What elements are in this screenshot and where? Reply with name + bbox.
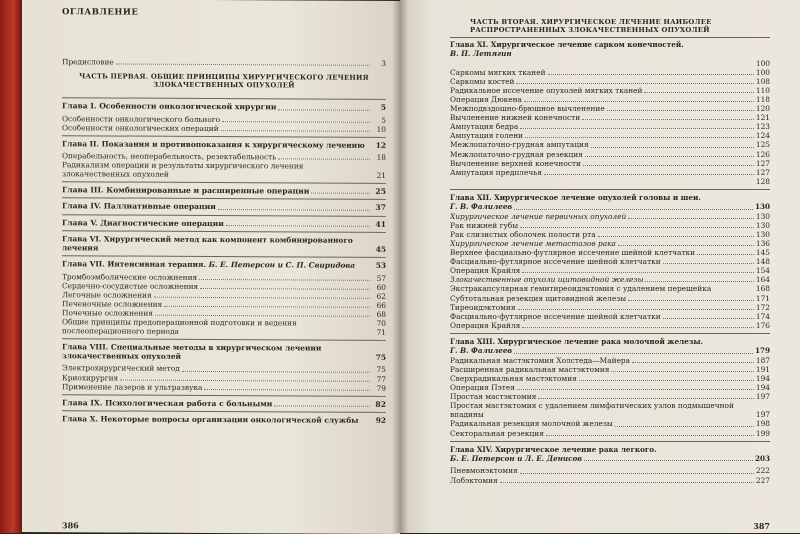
toc-entry: Почечные осложнения 68 <box>62 308 386 319</box>
toc-entry: Сверхрадикальная мастэктомия 194 <box>450 373 770 383</box>
page-number-right: 387 <box>753 521 770 531</box>
toc-entry: Радикальное иссечение опухолей мягких тканей 110 <box>450 85 770 95</box>
toc-entry-simple-mastectomy: Простая мастэктомия с удалением лимфатических узлов подмышечной впадины 197 <box>450 401 770 420</box>
part-two-title: ЧАСТЬ ВТОРАЯ. ХИРУРГИЧЕСКОЕ ЛЕЧЕНИЕ НАИБОЛЕЕ РАСПРОСТРАНЕННЫХ ЗЛОКАЧЕСТВЕННЫХ ОПУХОЛЕЙ <box>470 18 712 34</box>
toc-entry: Ампутация бедра 123 <box>450 122 770 132</box>
toc-entry: Ампутация голени 124 <box>450 131 770 141</box>
page-number-left: 386 <box>62 520 79 531</box>
chapter-10: Глава X. Некоторые вопросы организации онкологической службы 92 <box>62 414 386 426</box>
chapter-14-page: 203 <box>754 454 770 463</box>
right-page <box>400 0 800 533</box>
toc-entry: Лобэктомия 227 <box>450 475 770 485</box>
toc-entry: Вычленение верхней конечности 127 <box>450 158 770 168</box>
toc-entry: Операция Дюкена 118 <box>450 94 770 104</box>
toc-entry: Печеночные осложнения 66 <box>62 299 386 310</box>
chapter-7: Глава VII. Интенсивная терапия. Б. Е. Петерсон и С. П. Свиридова 53 <box>62 259 386 271</box>
toc-entry: Легочные осложнения 62 <box>62 289 386 301</box>
book-gutter <box>392 0 408 533</box>
chapter-14-authors: Б. Е. Петерсон и Л. Е. Денисов <box>450 454 583 463</box>
chapter-12: Глава XII. Хирургическое лечение опухолей головы и шеи. <box>450 192 701 202</box>
toc-entry: Сердечно-сосудистые осложнения 60 <box>62 280 386 292</box>
chapter-13-authors: Г. В. Фалилеев <box>450 346 513 356</box>
chapter-6: Глава VI. Хирургический метод как компонент комбинированного лечения 45 <box>62 234 386 255</box>
toc-entry: Межлопаточно-грудная ампутация 125 <box>450 140 770 150</box>
part-one-title: ЧАСТЬ ПЕРВАЯ. ОБЩИЕ ПРИНЦИПЫ ХИРУРГИЧЕСКОГО ЛЕЧЕНИЯ ЗЛОКАЧЕСТВЕННЫХ ОПУХОЛЕЙ <box>79 72 369 90</box>
toc-entry: Радикальная резекция молочной железы 198 <box>450 419 770 429</box>
chapter-12-page: 130 <box>754 202 770 212</box>
toc-entry: Простая мастэктомия 197 <box>450 392 770 402</box>
chapter-9: Глава IX. Психологическая работа с больными 82 <box>62 397 386 409</box>
toc-entry: Операбельность, неоперабельность, резектабельность 18 <box>62 151 386 162</box>
toc-entry: Злокачественные опухоли щитовидной железы 164 <box>450 275 770 285</box>
chapter-12-authors: Г. В. Фалилеев <box>450 202 513 212</box>
toc-entry-general-principles: Общие принципы предоперационной подготовки и ведения послеоперационного периода 70 71 <box>62 317 386 338</box>
chapter-3: Глава III. Комбинированные и расширенные операции 25 <box>62 185 386 196</box>
chapter-11: Глава XI. Хирургическое лечение сарком конечностей. В. П. Летягин <box>450 40 684 58</box>
toc-entry: Фасциально-футлярное иссечение шейной клетчатки 148 <box>450 257 770 267</box>
toc-entry: Расширенная радикальная мастэктомия 191 <box>450 364 770 374</box>
toc-entry-radicalism: Радикализм операции и результаты хирургического лечения злокачественных опухолей 21 <box>62 160 386 180</box>
chapter-8: Глава VIII. Специальные методы в хирургическом лечении злокачественных опухолей 75 <box>62 342 386 363</box>
toc-entry: Вычленение нижней конечности 121 <box>450 113 770 123</box>
chapter-5: Глава V. Диагностические операции 41 <box>62 218 386 229</box>
toc-entry-extracapsular: Экстракапсулярная гемитиреоидэктомия с удалением перешейка 168 <box>450 284 770 294</box>
chapter-11-end-page: 128 <box>755 176 770 186</box>
toc-entry: Тромбоэмболические осложнения 57 <box>62 271 386 283</box>
chapter-4: Глава IV. Паллиативные операции 37 <box>62 201 386 213</box>
toc-entry: Хирургическое лечение первичных опухолей 130 <box>450 211 770 221</box>
chapter-14: Глава XIV. Хирургическое лечение рака легкого. <box>450 444 657 454</box>
toc-entry: Применение лазеров и ультразвука 79 <box>62 381 386 393</box>
chapter-13-page: 179 <box>754 346 770 356</box>
toc-entry: Особенности онкологических операций 10 <box>62 122 386 134</box>
toc-entry: Межподвздошно-брюшное вычленение 120 <box>450 104 770 114</box>
toc-entry: Саркомы мягких тканей 100 <box>450 67 770 77</box>
toc-entry-preface: Предисловие 3 <box>62 57 386 68</box>
toc-entry: Хирургическое лечение метастазов рака 136 <box>450 239 770 248</box>
chapter-13: Глава XIII. Хирургическое лечение рака молочной железы. <box>450 336 704 346</box>
toc-entry: Электрохирургический метод 75 <box>62 363 386 375</box>
toc-entry: Рак нижней губы 130 <box>450 220 770 230</box>
book-cover-edge <box>0 0 22 533</box>
toc-entry: Тиреоидэктомия 172 <box>450 302 770 312</box>
toc-entry: Особенности онкологического больного 5 <box>62 113 386 125</box>
toc-entry: Операция Крайля 154 <box>450 266 770 276</box>
toc-entry: Рак слизистых оболочек полости рта 130 <box>450 229 770 239</box>
toc-entry: Операция Крайля 176 <box>450 320 770 330</box>
left-page <box>22 0 400 534</box>
chapter-1: Глава I. Особенности онкологической хирургии 5 <box>62 101 386 113</box>
toc-heading: ОГЛАВЛЕНИЕ <box>62 7 139 18</box>
toc-entry: Межлопаточно-грудная резекция 126 <box>450 149 770 159</box>
toc-entry: Верхнее фасциально-футлярное иссечение шейной клетчатки 145 <box>450 248 770 258</box>
chapter-2: Глава II. Показания и противопоказания к хирургическому лечению 12 <box>62 138 386 150</box>
toc-entry: Операция Пэтея 194 <box>450 383 770 393</box>
toc-entry: Радикальная мастэктомия Холстеда—Майера 187 <box>450 355 770 365</box>
toc-entry: Саркомы костей 108 <box>450 76 770 86</box>
toc-entry: Субтотальная резекция щитовидной железы 171 <box>450 293 770 303</box>
toc-entry: Фасциально-футлярное иссечение шейной клетчатки 174 <box>450 311 770 321</box>
toc-entry: Пневмонэктомия 222 <box>450 466 770 476</box>
chapter-11-page: 100 <box>755 58 770 68</box>
toc-entry: Криохирургия 77 <box>62 372 386 384</box>
toc-entry: Секторальная резекция 199 <box>450 428 770 438</box>
toc-entry: Ампутация предплечья 127 <box>450 167 770 177</box>
